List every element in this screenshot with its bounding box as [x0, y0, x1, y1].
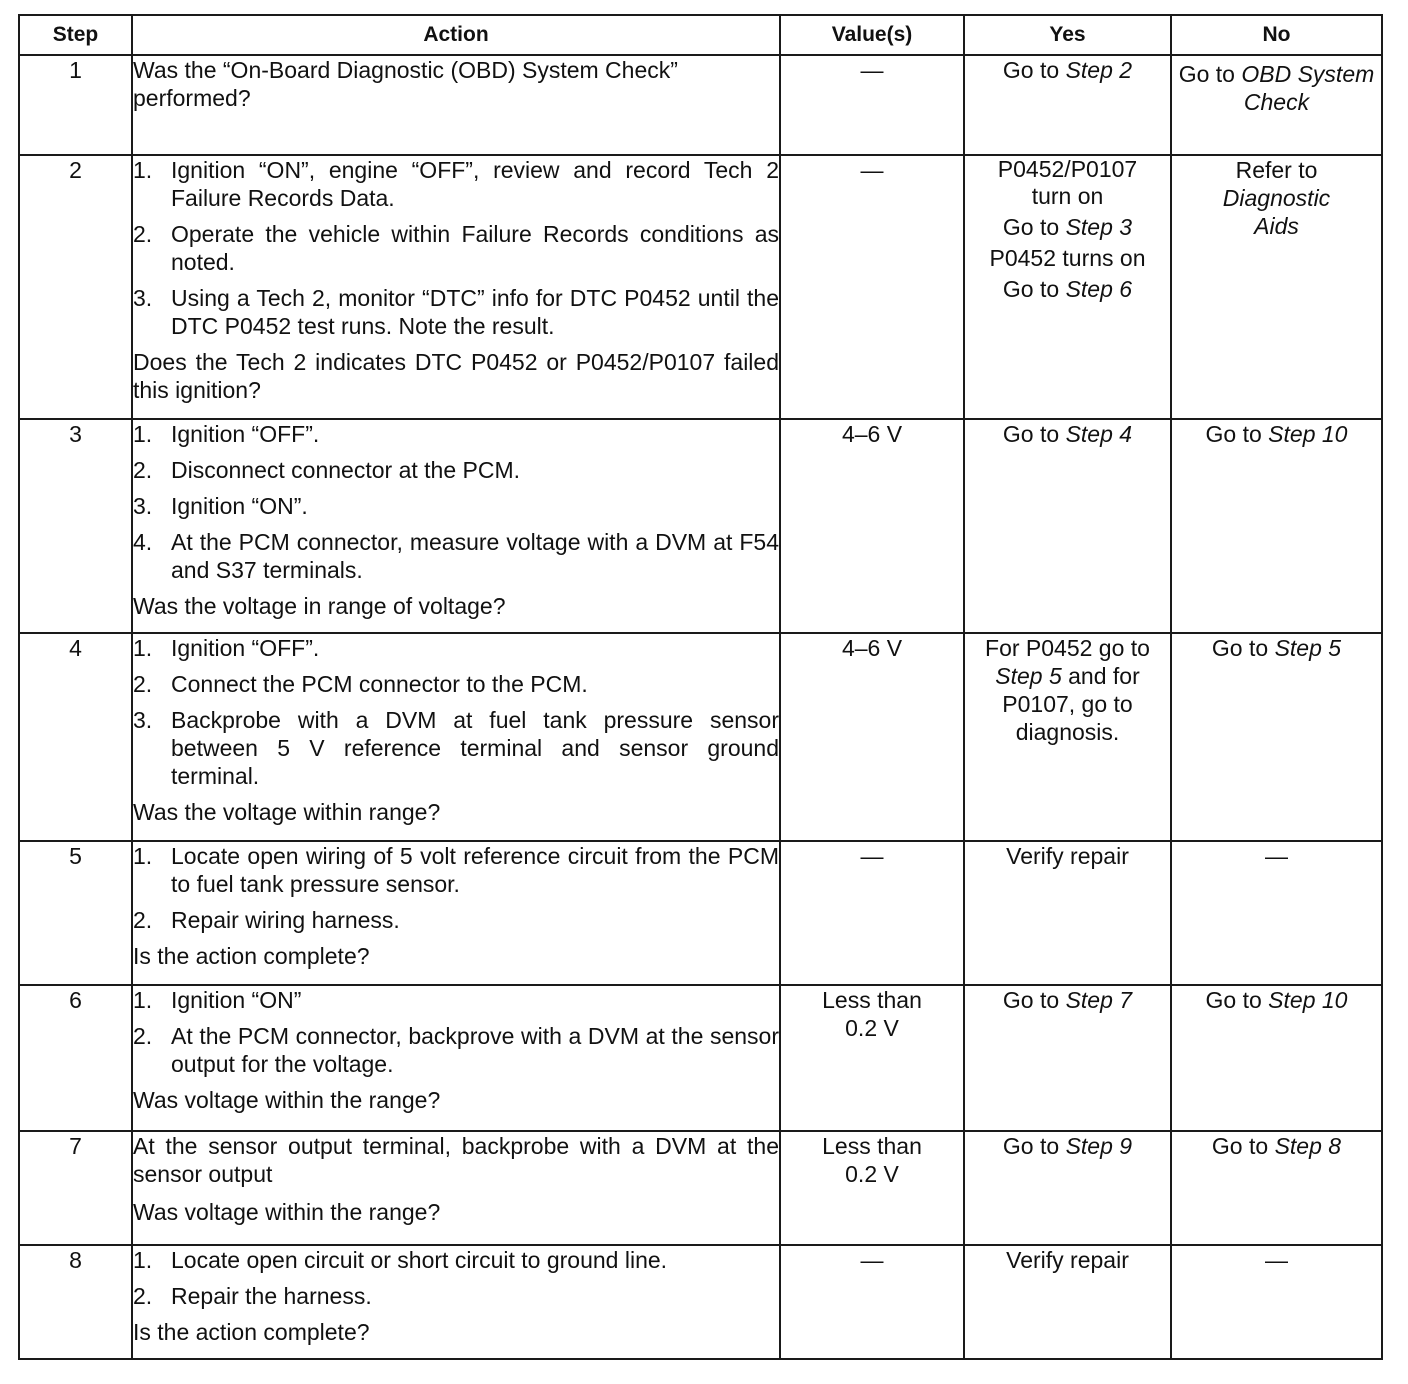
no-text: Go to — [1178, 61, 1242, 87]
header-values: Value(s) — [780, 15, 964, 55]
action-cell — [132, 841, 780, 985]
table-row — [19, 55, 1382, 155]
list-item: 3. Backprobe with a DVM at fuel tank pressure sensor between 5 V reference terminal and sensor ground terminal. — [133, 707, 779, 789]
yes-link: Step 2 — [1065, 57, 1133, 83]
yes-cell: For P0452 go to Step 5 and for P0107, go to diagnosis. — [964, 633, 1171, 841]
yes-goto: Go to Step 3 — [1002, 214, 1133, 240]
list-item: 2. Connect the PCM connector to the PCM. — [133, 671, 588, 697]
value-cell: — — [780, 841, 964, 985]
yes-cell: Go to Step 7 — [964, 985, 1171, 1131]
yes-line: turn on — [1031, 183, 1104, 209]
no-cell: — — [1171, 841, 1382, 985]
table-row — [19, 1245, 1382, 1359]
step-number: 3 — [19, 419, 132, 633]
table-row — [19, 633, 1382, 841]
list-item: 2. At the PCM connector, backprove with a DVM at the sensor output for the voltage. — [133, 1023, 779, 1077]
no-cell: Go to Step 10 — [1171, 985, 1382, 1131]
action-question: Was the voltage within range? — [133, 799, 441, 825]
no-cell: Go to Step 8 — [1171, 1131, 1382, 1245]
list-item: 3. Using a Tech 2, monitor “DTC” info for DTC P0452 until the DTC P0452 test runs. Note the result. — [133, 285, 779, 339]
yes-cell: Go to Step 4 — [964, 419, 1171, 633]
action-question: Was the voltage in range of voltage? — [133, 593, 506, 619]
diagnostic-table — [18, 14, 1383, 1360]
no-link: OBD System Check — [1241, 61, 1375, 115]
action-list — [133, 986, 779, 1078]
list-item: 2. Operate the vehicle within Failure Records conditions as noted. — [133, 221, 779, 275]
yes-cell: Verify repair — [964, 1245, 1171, 1359]
header-action: Action — [132, 15, 780, 55]
value-cell: Less than 0.2 V — [780, 1131, 964, 1245]
action-cell — [132, 419, 780, 633]
yes-cell: Verify repair — [964, 841, 1171, 985]
table-row — [19, 155, 1382, 419]
header-no: No — [1171, 15, 1382, 55]
action-list — [133, 842, 779, 934]
header-row — [19, 15, 1382, 55]
action-cell — [132, 155, 780, 419]
table-row — [19, 419, 1382, 633]
table-row — [19, 841, 1382, 985]
action-text: Was the “On-Board Diagnostic (OBD) System Check” performed? — [133, 57, 678, 111]
header-yes: Yes — [964, 15, 1171, 55]
yes-line: P0452 turns on — [989, 245, 1146, 271]
list-item: 2. Disconnect connector at the PCM. — [133, 457, 520, 483]
table-row — [19, 985, 1382, 1131]
no-cell — [1171, 155, 1382, 419]
value-cell: 4–6 V — [780, 419, 964, 633]
no-cell: Go to Step 10 — [1171, 419, 1382, 633]
list-item: 1. Ignition “OFF”. — [133, 421, 320, 447]
yes-text: Go to — [1002, 57, 1066, 83]
value-cell: 4–6 V — [780, 633, 964, 841]
action-cell — [132, 985, 780, 1131]
list-item: 1. Ignition “ON” — [133, 987, 302, 1013]
no-cell: Go to Step 5 — [1171, 633, 1382, 841]
action-cell — [132, 55, 780, 155]
action-question: Was voltage within the range? — [133, 1199, 441, 1225]
yes-cell — [964, 155, 1171, 419]
list-item: 4. At the PCM connector, measure voltage with a DVM at F54 and S37 terminals. — [133, 529, 779, 583]
yes-cell — [964, 55, 1171, 155]
step-number: 2 — [19, 155, 132, 419]
step-number: 7 — [19, 1131, 132, 1245]
value-cell: — — [780, 55, 964, 155]
action-list — [133, 156, 779, 340]
step-number: 4 — [19, 633, 132, 841]
action-list — [133, 634, 779, 790]
action-cell — [132, 1131, 780, 1245]
no-cell: — — [1171, 1245, 1382, 1359]
action-question: Is the action complete? — [133, 1319, 370, 1345]
action-question: Was voltage within the range? — [133, 1087, 441, 1113]
list-item: 2. Repair wiring harness. — [133, 907, 400, 933]
table-row — [19, 1131, 1382, 1245]
yes-cell: Go to Step 9 — [964, 1131, 1171, 1245]
yes-goto: Go to Step 6 — [1002, 276, 1133, 302]
header-step: Step — [19, 15, 132, 55]
action-list — [133, 1246, 779, 1310]
list-item: 2. Repair the harness. — [133, 1283, 372, 1309]
step-number: 5 — [19, 841, 132, 985]
action-question: Is the action complete? — [133, 943, 370, 969]
list-item: 1. Ignition “ON”, engine “OFF”, review and record Tech 2 Failure Records Data. — [133, 157, 779, 211]
no-link: Diagnostic Aids — [1222, 185, 1331, 239]
no-cell — [1171, 55, 1382, 155]
action-cell — [132, 633, 780, 841]
list-item: 1. Ignition “OFF”. — [133, 635, 320, 661]
action-list — [133, 420, 779, 584]
list-item: 3. Ignition “ON”. — [133, 493, 308, 519]
step-number: 1 — [19, 55, 132, 155]
action-cell — [132, 1245, 780, 1359]
step-number: 6 — [19, 985, 132, 1131]
no-text: Refer to — [1235, 157, 1318, 183]
action-text: At the sensor output terminal, backprobe with a DVM at the sensor output — [133, 1133, 779, 1187]
value-cell: Less than 0.2 V — [780, 985, 964, 1131]
yes-line: P0452/P0107 — [997, 156, 1138, 182]
value-cell: — — [780, 1245, 964, 1359]
list-item: 1. Locate open circuit or short circuit to ground line. — [133, 1247, 668, 1273]
value-cell: — — [780, 155, 964, 419]
list-item: 1. Locate open wiring of 5 volt reference circuit from the PCM to fuel tank pressure sensor. — [133, 843, 779, 897]
action-question: Does the Tech 2 indicates DTC P0452 or P0452/P0107 failed this ignition? — [133, 349, 779, 403]
step-number: 8 — [19, 1245, 132, 1359]
